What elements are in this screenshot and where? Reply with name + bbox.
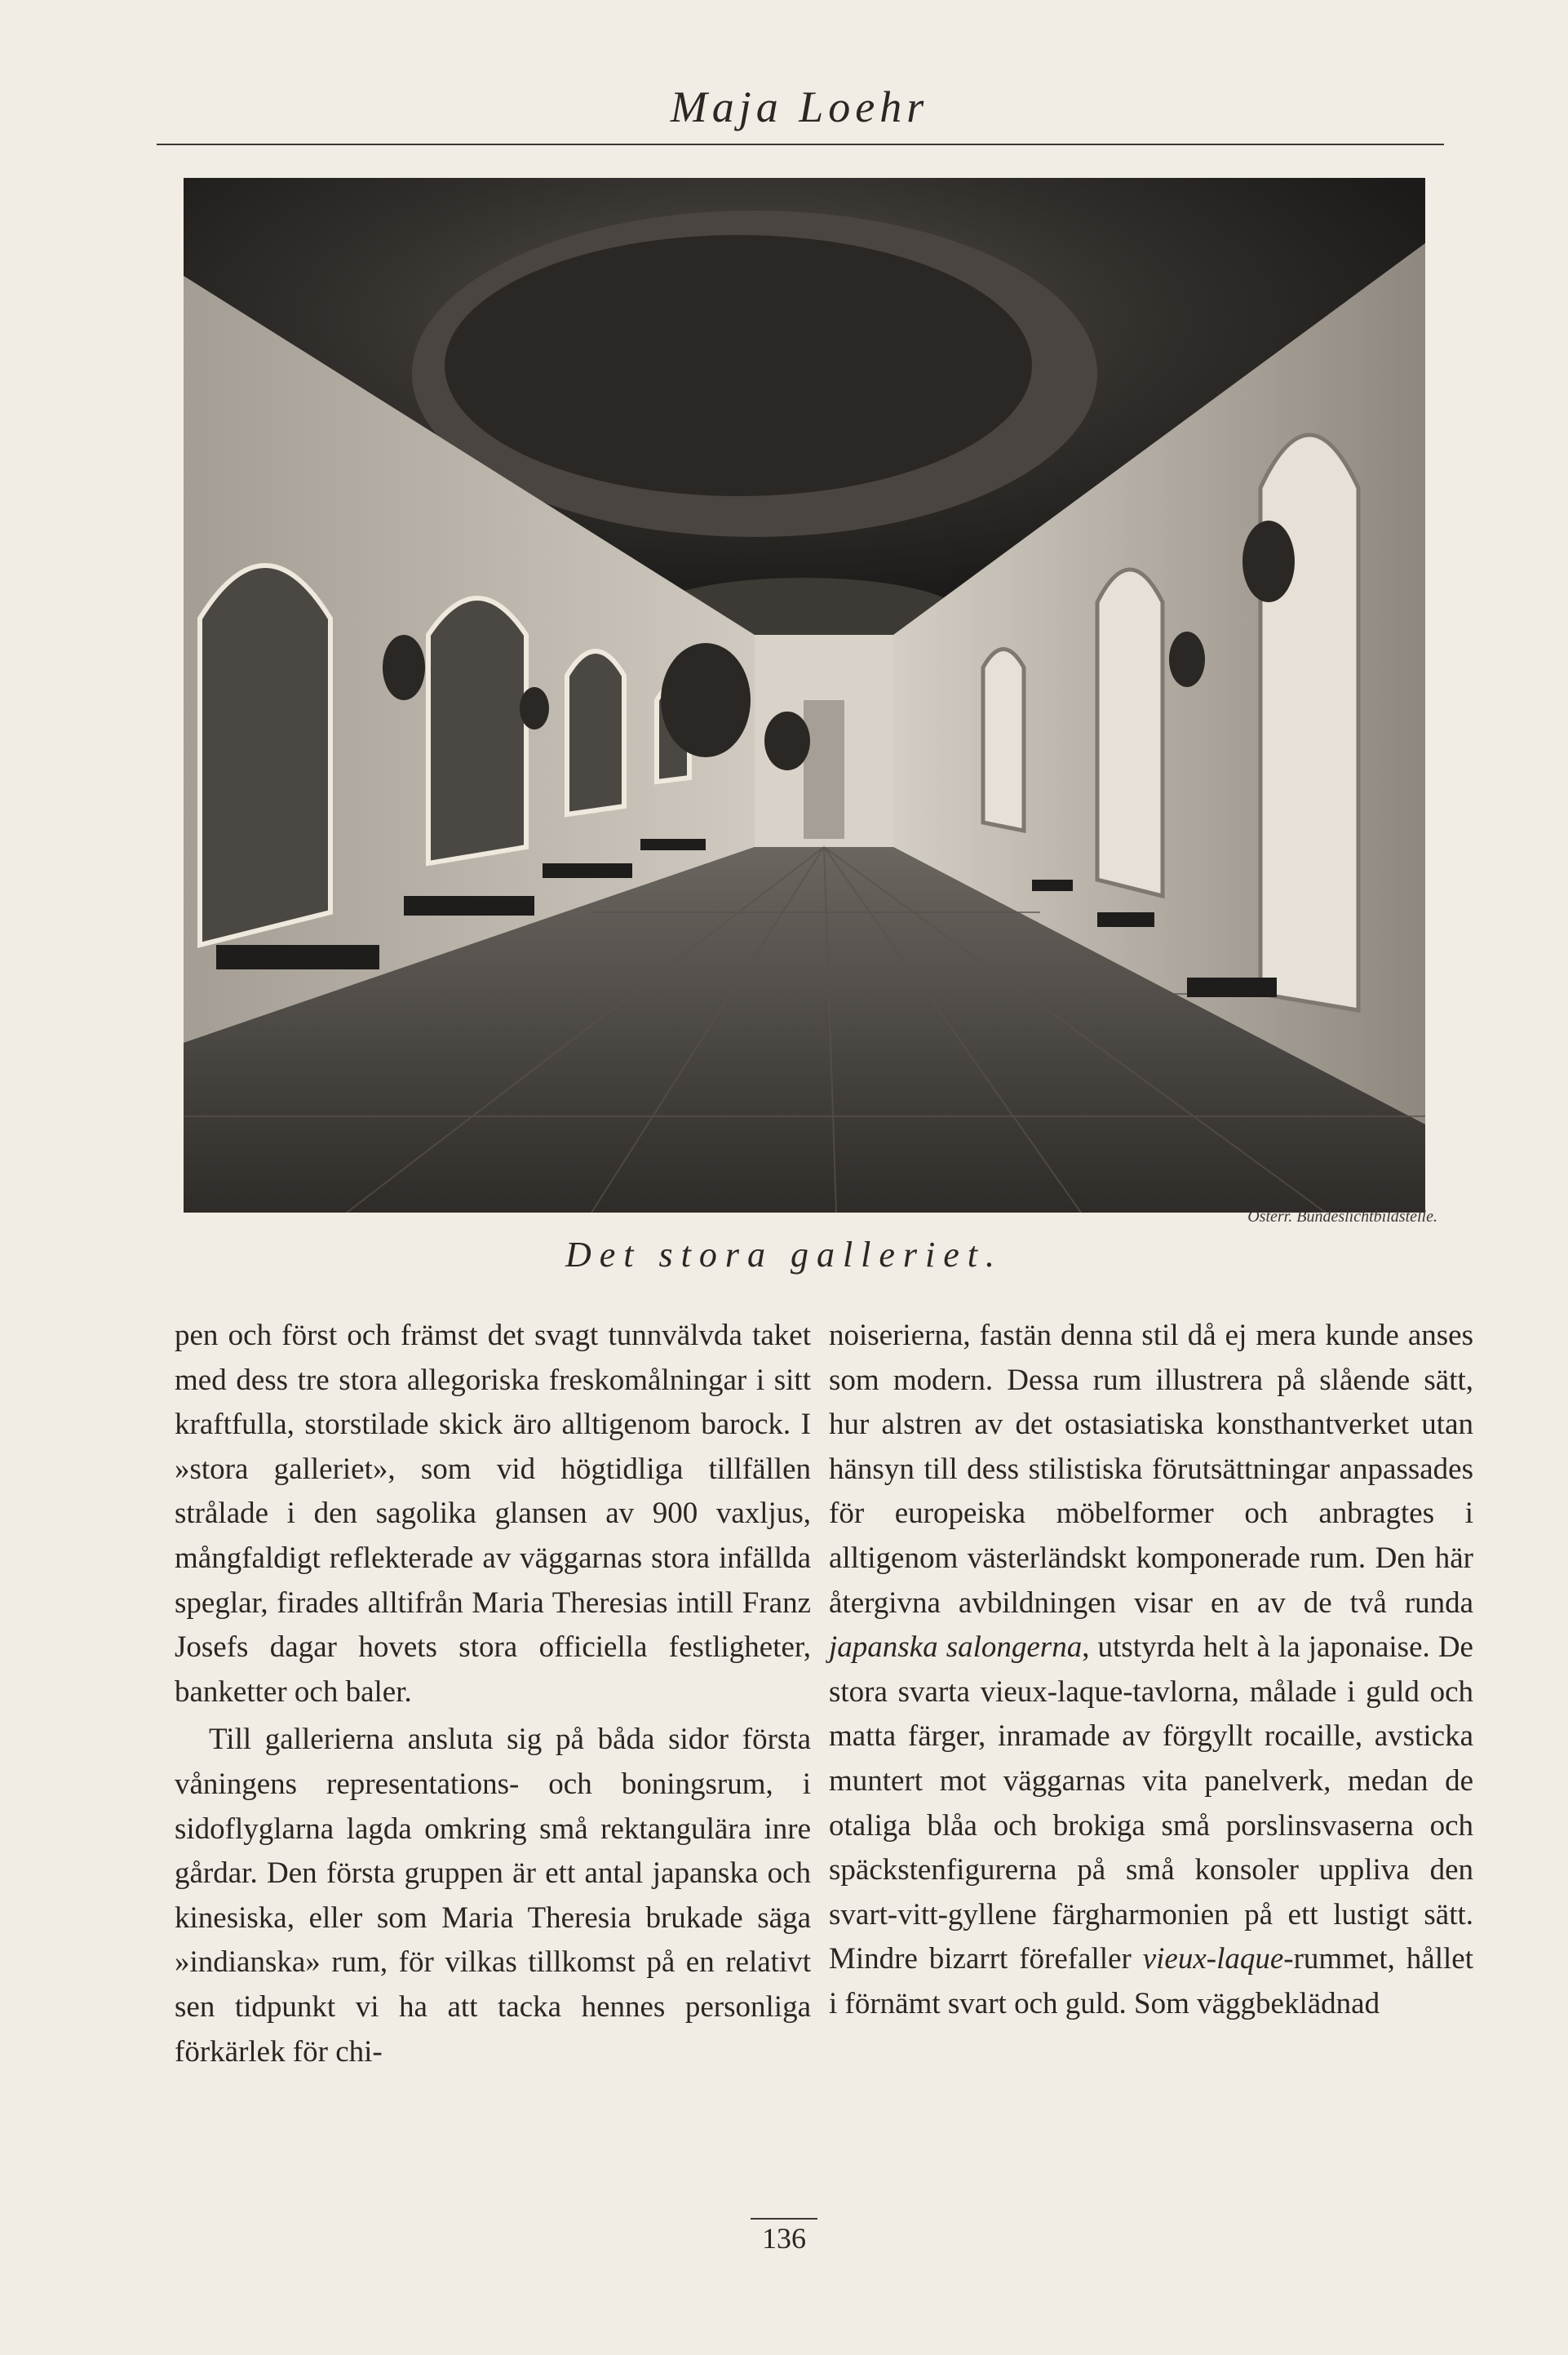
emphasis-japanska-salongerna: japanska salongerna	[829, 1630, 1083, 1665]
text-column-left	[175, 1314, 811, 2074]
text-run: noiserierna, fastän denna stil då ej mera kunde anses som modern. Dessa rum illustrera på slående sätt, hur alstren av det ostasiatiska konsthantverket utan hänsyn till dess stilistiska förutsättningar anpassades för europeiska möbelformer och anbragtes i alltigenom västerländskt komponerade rum. Den här återgivna avbildningen visar en av de två runda	[829, 1319, 1473, 1620]
text-run: -rummet, hållet i förnämt svart och guld. Som väggbeklädnad	[829, 1942, 1473, 2020]
paragraph: Till gallerierna ansluta sig på båda sidor första våningens representations- och boningsrum, i sidoflyglarna lagda omkring små rektangulära inre gårdar. Den första gruppen är ett antal japanska och kinesiska, eller som Maria Theresia brukade säga »indianska» rum, för vilkas tillkomst på en relativt sen tidpunkt vi ha att tacka hennes personliga förkärlek för chi-	[175, 1723, 811, 2069]
header-rule	[157, 144, 1444, 145]
photo-credit: Österr. Bundeslichtbildstelle.	[1247, 1208, 1437, 1226]
text-run: , utstyrda helt à la japonaise. De stora svarta vieux-laque-tavlorna, målade i guld och matta färger, inramade av förgyllt rocaille, avsticka muntert mot väggarnas vita panelverk, medan de otaliga blåa och brokiga små porslinsvaserna och späckstenfigurerna på små konsoler uppliva den svart-vitt-gyllene färgharmonien på ett lustigt sätt. Mindre bizarrt förefaller	[829, 1630, 1473, 1976]
paragraph	[829, 1314, 1473, 2027]
running-header: Maja Loehr	[670, 82, 929, 131]
emphasis-vieux-laque: vieux-laque	[1142, 1942, 1284, 1976]
figure-caption: Det stora galleriet.	[565, 1235, 1003, 1275]
page-number-text: 136	[751, 2218, 817, 2255]
text-column-right	[829, 1314, 1473, 2027]
gallery-photograph	[184, 178, 1425, 1213]
page-number	[0, 2218, 1568, 2255]
paragraph: pen och först och främst det svagt tunnvälvda taket med dess tre stora allegoriska freskomålningar i sitt kraftfulla, storstilade skick äro alltigenom barock. I »stora galleriet», som vid högtidliga tillfällen strålade i den sagolika glansen av 900 vaxljus, mångfaldigt reflekterade av väggarnas stora infällda speglar, firades alltifrån Maria Theresias intill Franz Josefs dagar hovets stora officiella festligheter, banketter och baler.	[175, 1319, 811, 1709]
